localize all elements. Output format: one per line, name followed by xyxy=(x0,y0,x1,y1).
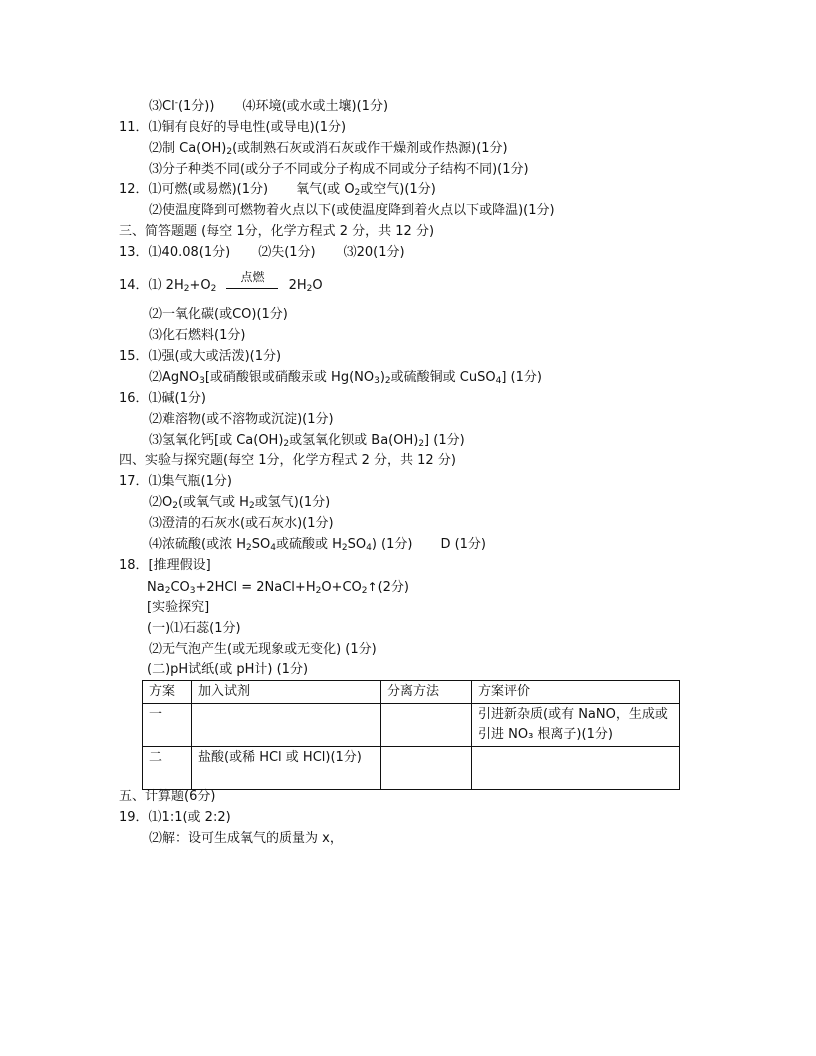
section-4-heading: 四、实验与探究题(每空 1分，化学方程式 2 分，共 12 分) xyxy=(119,453,456,468)
table-header-cell: 分离方法 xyxy=(381,681,472,704)
section-5-heading: 五、计算题(6分) xyxy=(119,789,216,804)
table-cell xyxy=(381,704,472,747)
table-header-row xyxy=(143,681,680,704)
table-row xyxy=(143,747,680,790)
table-cell xyxy=(472,747,680,790)
reaction-condition: 点燃 xyxy=(226,278,278,289)
q14-part2: ⑵一氧化碳(或CO)(1分) xyxy=(149,307,288,322)
q17-part2: $⑵O_2$(或氧气或 $H_2$或氢气)(1分) xyxy=(149,495,331,511)
q12-part2: ⑵使温度降到可燃物着火点以下(或使温度降到着火点以下或降温)(1分) xyxy=(149,203,555,218)
table-cell: 二 xyxy=(143,747,192,790)
q15-part1: 15．⑴强(或大或活泼)(1分) xyxy=(119,349,282,364)
q18-heading: 18．[推理假设] xyxy=(119,558,211,573)
q19-part1: 19．⑴1:1(或 2:2) xyxy=(119,810,231,825)
table-cell: 盐酸(或稀 HCl 或 HCl)(1分) xyxy=(192,747,381,790)
q18-explore-2: ⑵无气泡产生(或无现象或无变化) (1分) xyxy=(149,642,377,657)
q11-part3: ⑶分子种类不同(或分子不同或分子构成不同或分子结构不同)(1分) xyxy=(149,162,529,177)
q16-part2: ⑵难溶物(或不溶物或沉淀)(1分) xyxy=(149,412,334,427)
q17-part1: 17．⑴集气瓶(1分) xyxy=(119,474,232,489)
q19-part2: ⑵解：设可生成氧气的质量为 x， xyxy=(149,831,343,846)
q17-part3: ⑶澄清的石灰水(或石灰水)(1分) xyxy=(149,516,334,531)
table-cell xyxy=(192,704,381,747)
q11-part2: ⑵制 $Ca(OH)_2$(或制熟石灰或消石灰或作干燥剂或作热源)(1分) xyxy=(149,141,508,157)
q18-explore-1: (一)⑴石蕊(1分) xyxy=(147,621,241,636)
section-3-heading: 三、简答题题 (每空 1分，化学方程式 2 分，共 12 分) xyxy=(119,224,435,239)
table-header-cell: 方案评价 xyxy=(472,681,680,704)
table-cell: 一 xyxy=(143,704,192,747)
q15-part2: ⑵AgNO$_3$[或硝酸银或硝酸汞或 $Hg(NO_3)_2$或硫酸铜或 CuSO$_4$] (1分) xyxy=(149,370,542,386)
q18-equation: $Na_2CO_3+2HCl$ = $2NaCl+H_2O+CO_2↑(2$分) xyxy=(147,580,409,596)
table-cell xyxy=(381,747,472,790)
table-header-cell: 方案 xyxy=(143,681,192,704)
table-row xyxy=(143,704,680,747)
q16-part3: ⑶氢氧化钙[或 $Ca(OH)_2$或氢氧化钡或 $Ba(OH)_2$] (1分) xyxy=(149,433,465,449)
q16-part1: 16．⑴碱(1分) xyxy=(119,391,206,406)
q13-answers: 13．⑴40.08(1分) ⑵失(1分) ⑶20(1分) xyxy=(119,245,405,260)
table-header-cell: 加入试剂 xyxy=(192,681,381,704)
gas-arrow-icon: ↑ xyxy=(367,580,378,594)
table-cell: 引进新杂质(或有 NaNO，生成或引进 NO₃ 根离子)(1分) xyxy=(472,704,680,747)
q12-part1: 12．⑴可燃(或易燃)(1分) 氧气(或 $O_2$或空气)(1分) xyxy=(119,182,436,198)
q18-explore-heading: [实验探究] xyxy=(147,600,210,615)
q14-part3: ⑶化石燃料(1分) xyxy=(149,328,246,343)
q11-part1: 11．⑴铜有良好的导电性(或导电)(1分) xyxy=(119,120,347,135)
q18-explore-3: (二)pH试纸(或 pH计) (1分) xyxy=(147,662,309,677)
q17-part4: ⑷浓硫酸(或浓 $H_2SO_4$或硫酸或 $H_2SO_4$) (1分) D (1分) xyxy=(149,537,486,553)
q10-answers: ⑶Cl-(1分)) ⑷环境(或水或土壤)(1分) xyxy=(149,98,389,114)
plan-table xyxy=(142,680,680,790)
q14-equation: 14．⑴ $2H_2+O_2$ 点燃 $2H_2O$ xyxy=(119,270,323,294)
